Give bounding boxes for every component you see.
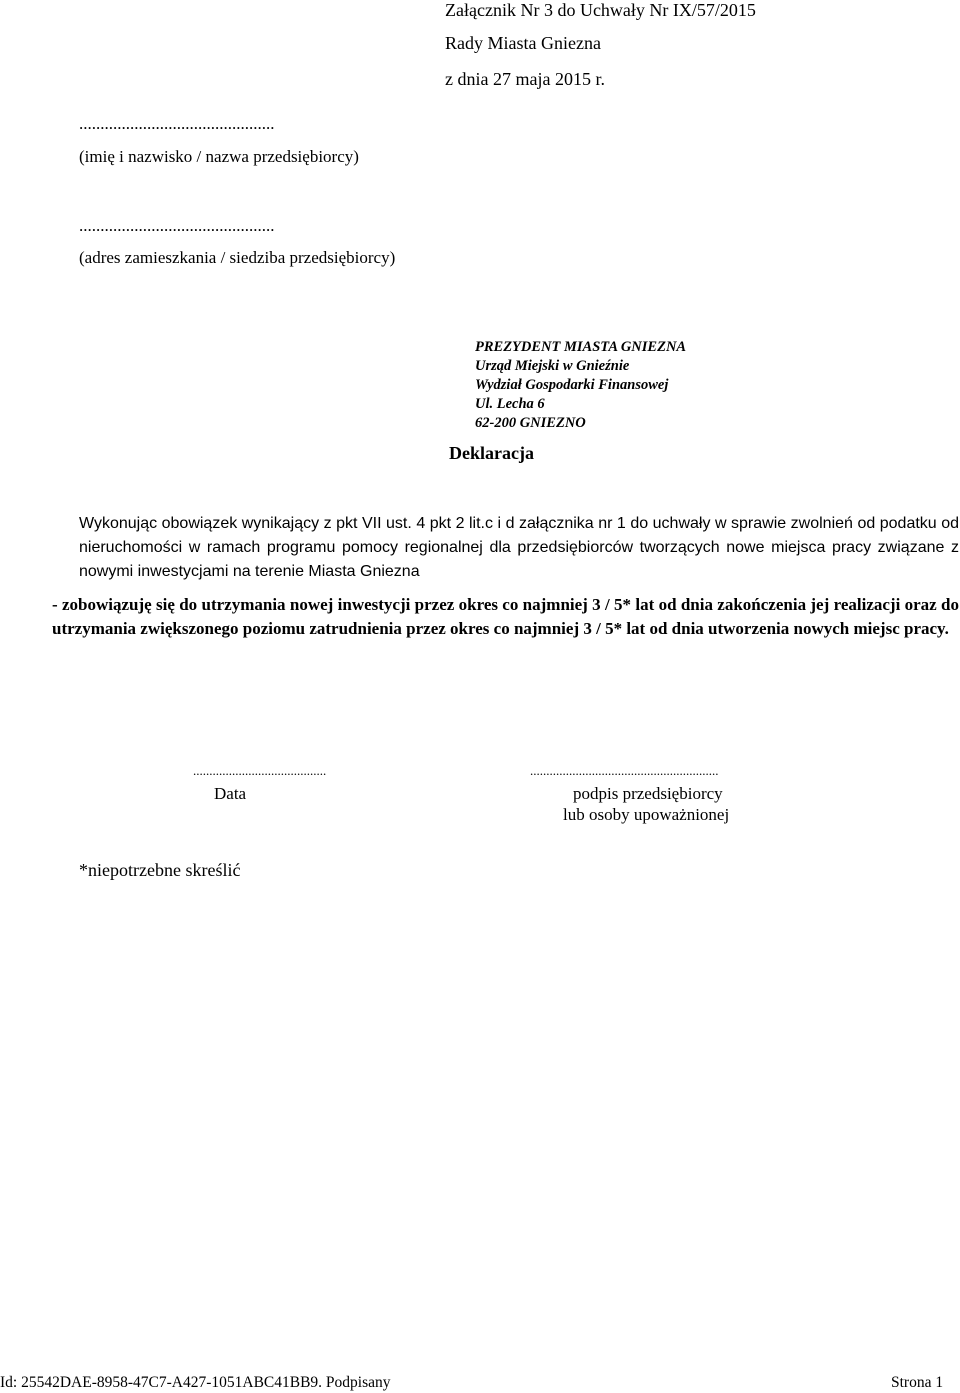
sender-address-dots: .............................................. [79,216,275,235]
date-label: Data [214,784,247,803]
sender-name-dots: .............................................. [79,114,275,133]
sender-name-label: (imię i nazwisko / nazwa przedsiębiorcy) [79,147,359,166]
header-council-line: Rady Miasta Gniezna [445,33,601,53]
header-attachment-line: Załącznik Nr 3 do Uchwały Nr IX/57/2015 [445,0,756,20]
recipient-line-3: Wydział Gospodarki Finansowej [475,377,669,393]
footnote: *niepotrzebne skreślić [79,860,241,880]
recipient-line-5: 62-200 GNIEZNO [475,415,586,431]
intro-paragraph: Wykonując obowiązek wynikający z pkt VII ust. 4 pkt 2 lit.c i d załącznika nr 1 do uchwały w sprawie zwolnień od podatku od nieruchomości w ramach programu pomocy regionalnej dla przedsiębiorców tworzących nowe miejsca pracy związane z nowymi inwestycjami na terenie Miasta Gniezna [79,515,959,580]
signature-dots: .......................................................... [530,763,719,778]
date-dots: ......................................... [193,763,327,778]
recipient-line-4: Ul. Lecha 6 [475,396,545,412]
document-title: Deklaracja [449,443,534,463]
header-date-line: z dnia 27 maja 2015 r. [445,69,605,89]
commitment-paragraph: - zobowiązuję się do utrzymania nowej inwestycji przez okres co najmniej 3 / 5* lat od dnia zakończenia jej realizacji oraz do utrzymania zwiększonego poziomu zatrudnienia przez okres co najmniej 3 / 5* lat od dnia utworzenia nowych miejsc pracy. [52,595,959,638]
sender-address-label: (adres zamieszkania / siedziba przedsiębiorcy) [79,248,396,267]
signature-label: podpis przedsiębiorcy [573,784,723,803]
footer-page-number: Strona 1 [891,1374,944,1391]
recipient-line-2: Urząd Miejski w Gnieźnie [475,358,630,374]
footer-document-id: Id: 25542DAE-8958-47C7-A427-1051ABC41BB9. Podpisany [0,1374,391,1391]
signature-label-authorized: lub osoby upoważnionej [563,805,730,824]
recipient-line-1: PREZYDENT MIASTA GNIEZNA [475,339,687,355]
